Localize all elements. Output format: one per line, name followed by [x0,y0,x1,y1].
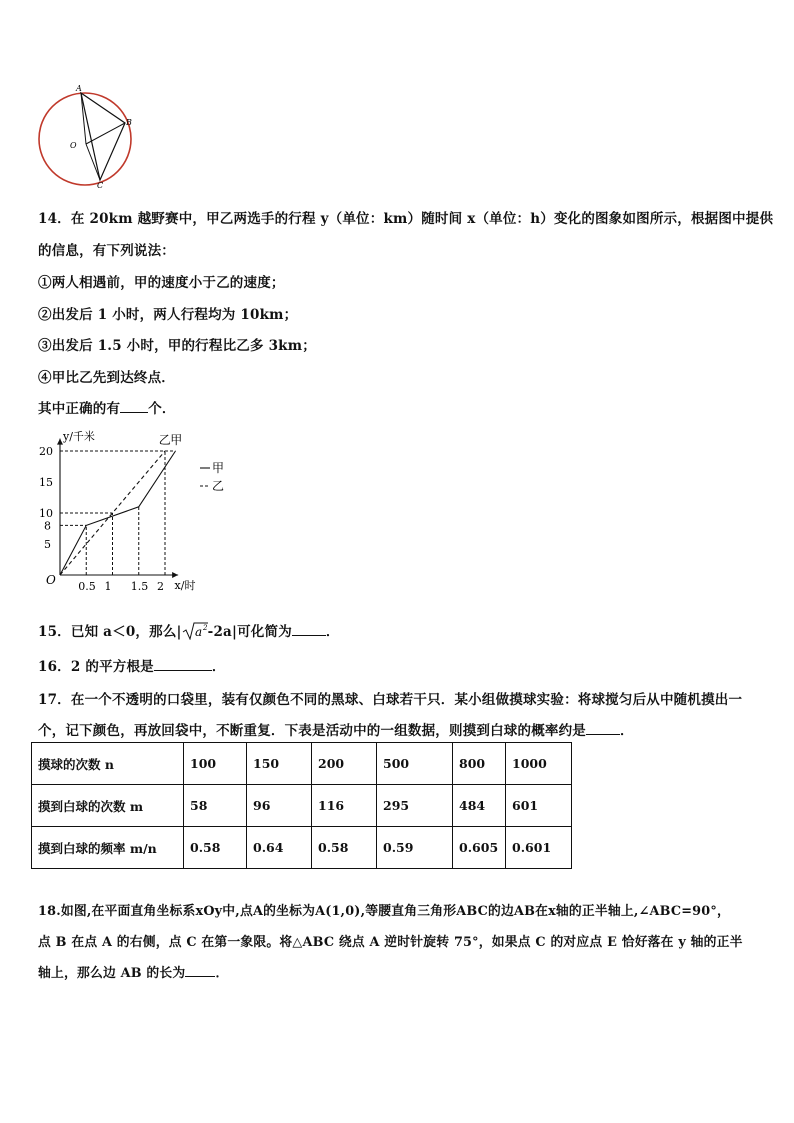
table-cell: 0.605 [453,827,506,869]
q15-answer-blank[interactable] [292,623,326,636]
q17-line2 [38,719,634,739]
table-cell: 800 [453,743,506,785]
table-cell: 96 [247,785,312,827]
segment-ob [86,123,125,144]
x-axis-label: x/时 [174,579,196,592]
q14-statement-3: ③出发后 1.5 小时，甲的行程比乙多 3km； [38,338,316,354]
table-cell: 0.58 [184,827,247,869]
table-cell: 摸球的次数 n [32,743,184,785]
end-label-yi: 乙 [158,433,171,447]
table-row [32,743,572,785]
q18-line2: 点 B 在点 A 的右侧，点 C 在第一象限。将△ABC 绕点 A 逆时针旋转 75°，如果点 C 的对应点 E 恰好落在 y 轴的正半 [38,935,743,950]
q15-radicand: a [194,625,202,639]
q17-line1: 17．在一个不透明的口袋里，装有仅颜色不同的黑球、白球若干只．某小组做摸球实验：将球搅匀后从中随机摸出一 [38,692,743,708]
q16-answer-blank[interactable] [154,658,212,671]
y-tick-label: 15 [39,476,53,489]
q14-statement-4: ④甲比乙先到达终点． [38,370,175,386]
x-tick-label: 0.5 [78,580,96,593]
y-tick-label: 8 [44,519,51,533]
table-cell: 295 [377,785,453,827]
q16 [38,655,226,675]
table-cell: 601 [506,785,572,827]
q15-exponent: 2 [202,624,208,632]
q18-line3 [38,962,228,981]
q14-stem-line1: 14．在 20km 越野赛中，甲乙两选手的行程 y（单位：km）随时间 x（单位：h）变化的图象如图所示，根据图中提供 [38,211,774,227]
q14-question [38,397,176,417]
x-tick-label: 2 [157,580,164,593]
x-tick-label: 1.5 [130,580,149,593]
y-axis-label: y/千米 [63,430,95,443]
q15-sqrt [182,622,208,640]
q15-pre: 15．已知 a＜0，那么| [38,624,182,640]
y-tick-label: 10 [39,507,53,520]
q16-end: ． [211,659,226,675]
table-cell: 100 [184,743,247,785]
q14-stem-line2: 的信息，有下列说法： [38,243,175,259]
table-cell: 500 [377,743,453,785]
q18-answer-blank[interactable] [185,964,215,977]
table-cell: 116 [312,785,377,827]
circle [39,93,131,185]
sqrt-sign-icon [182,622,208,640]
table-cell: 58 [184,785,247,827]
table-cell: 150 [247,743,312,785]
table-cell: 摸到白球的次数 m [32,785,184,827]
table-cell: 200 [312,743,377,785]
legend-label-yi: 乙 [212,479,225,493]
q15 [38,620,340,640]
label-b: B [126,118,132,127]
end-label-jia: 甲 [170,433,183,447]
segment-oa [81,93,86,144]
guide-lines [60,451,176,575]
q17-answer-blank[interactable] [586,722,620,735]
origin-label: O [46,573,56,587]
triangle-abc [81,93,125,180]
distance-time-chart [30,425,250,595]
label-c: C [97,181,104,190]
y-tick-label: 5 [44,538,51,551]
q14-ask-pre: 其中正确的有 [38,401,121,417]
q18-line3-end: ． [215,966,229,981]
table-cell: 0.59 [377,827,453,869]
q14-ask-post: 个． [148,401,176,417]
table-cell: 0.601 [506,827,572,869]
q15-end: ． [325,624,340,640]
table-cell: 0.58 [312,827,377,869]
q17-line2-pre: 个，记下颜色，再放回袋中，不断重复．下表是活动中的一组数据，则摸到白球的概率约是 [38,723,586,739]
y-tick-label: 20 [39,445,53,458]
q14-statement-2: ②出发后 1 小时，两人行程均为 10km； [38,307,298,323]
table-cell: 484 [453,785,506,827]
q17-line2-end: ． [620,723,634,739]
legend-label-jia: 甲 [212,461,225,475]
labels [39,429,224,593]
table-row [32,827,572,869]
table-cell: 摸到白球的频率 m/n [32,827,184,869]
x-tick-label: 1 [104,580,112,593]
q16-text: 16．2 的平方根是 [38,659,154,675]
table-cell: 1000 [506,743,572,785]
label-a: A [76,84,82,93]
x-axis-arrow-icon [172,572,178,578]
label-o: O [70,141,77,150]
q18-line3-pre: 轴上，那么边 AB 的长为 [38,966,186,981]
table-cell: 0.64 [247,827,312,869]
circle-figure [30,80,140,192]
q14-answer-blank[interactable] [120,400,148,413]
q15-post: -2a|可化简为 [207,624,292,640]
table-row [32,785,572,827]
q14-statement-1: ①两人相遇前，甲的速度小于乙的速度； [38,275,285,291]
experiment-table [31,742,572,869]
q18-line1: 18.如图,在平面直角坐标系xOy中,点A的坐标为A(1,0),等腰直角三角形ABC的边AB在x轴的正半轴上,∠ABC=90°， [38,904,730,919]
